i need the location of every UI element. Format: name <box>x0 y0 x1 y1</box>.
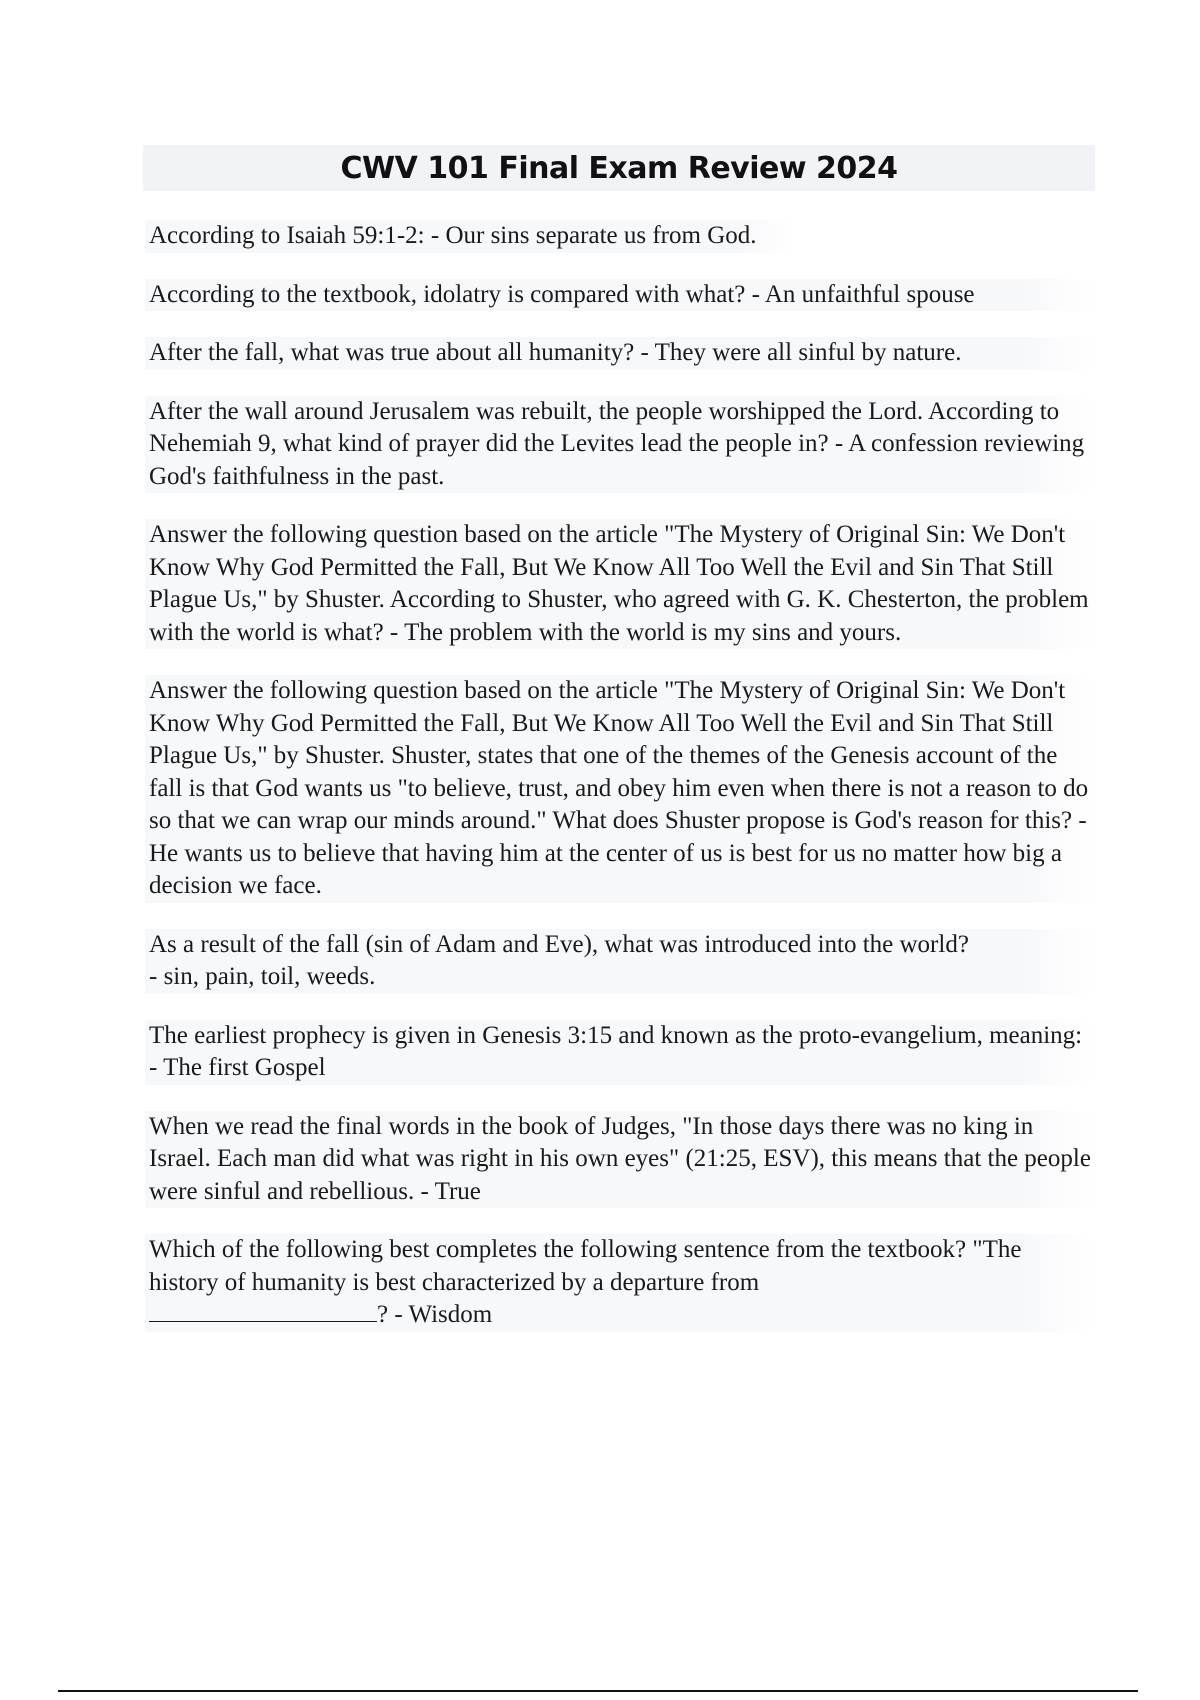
answer-text: He wants us to believe that having him at the center of us is best for us no matter how big a decision we face. <box>149 839 1069 899</box>
qa-item <box>145 220 793 253</box>
answer-text: An unfaithful spouse <box>764 280 975 308</box>
question-text: As a result of the fall (sin of Adam and Eve), what was introduced into the world? - <box>149 930 969 990</box>
qa-item <box>145 1020 1095 1085</box>
answer-text: The problem with the world is my sins and yours. <box>404 618 902 646</box>
question-text: According to the textbook, idolatry is compared with what? - <box>149 280 765 308</box>
document-title: CWV 101 Final Exam Review 2024 <box>340 150 898 186</box>
question-text: When we read the final words in the book of Judges, "In those days there was no king in Israel. Each man did what was right in his own eyes" (21:25, ESV), this means that the people were sinful and rebellious. - <box>149 1112 1098 1205</box>
question-text: Answer the following question based on the article "The Mystery of Original Sin: We Don't Know Why God Permitted the Fall, But We Know All Too Well the Evil and Sin That Still Plague Us," by Shuster. According to Shuster, who agreed with G. K. Chesterton, the problem with the world is what? - <box>149 521 1095 646</box>
qa-item <box>145 396 1095 494</box>
qa-item <box>145 337 1095 370</box>
answer-text: Our sins separate us from God. <box>445 222 757 249</box>
question-text-end: ? - <box>377 1301 409 1328</box>
qa-item <box>145 1234 1095 1332</box>
title-banner <box>143 145 1095 191</box>
qa-item <box>145 279 1095 312</box>
answer-text: sin, pain, toil, weeds. <box>163 963 376 990</box>
question-text: The earliest prophecy is given in Genesis 3:15 and known as the proto-evangelium, meaning: - <box>149 1021 1089 1081</box>
qa-item <box>145 675 1095 903</box>
footer-divider <box>58 1690 1138 1692</box>
answer-text: Wisdom <box>408 1301 493 1328</box>
qa-list <box>145 220 1098 1358</box>
question-text: After the wall around Jerusalem was rebuilt, the people worshipped the Lord. According to Nehemiah 9, what kind of prayer did the Levites lead the people in? - <box>149 397 1066 457</box>
qa-item <box>145 1111 1098 1209</box>
qa-item <box>145 519 1095 649</box>
fill-in-blank <box>149 1299 377 1322</box>
question-text: According to Isaiah 59:1-2: - <box>149 222 446 249</box>
qa-item <box>145 929 1095 994</box>
answer-text: They were all sinful by nature. <box>654 339 962 366</box>
question-text: After the fall, what was true about all humanity? - <box>149 339 655 366</box>
answer-text: A confession reviewing God's faithfulness in the past. <box>149 430 1091 490</box>
answer-text: True <box>434 1177 481 1205</box>
answer-text: The first Gospel <box>163 1054 326 1081</box>
question-text: Answer the following question based on the article "The Mystery of Original Sin: We Don't Know Why God Permitted the Fall, But We Know All Too Well the Evil and Sin That Still Plague Us," by Shuster. Shuster, states that one of the themes of the Genesis account of the fall is that God wants us "to believe, trust, and obey him even when there is not a reason to do so that we can wrap our minds around." What does Shuster propose is God's reason for this? - <box>149 677 1095 834</box>
question-text: Which of the following best completes the following sentence from the textbook? "The history of humanity is best characterized by a departure from <box>149 1236 1022 1296</box>
